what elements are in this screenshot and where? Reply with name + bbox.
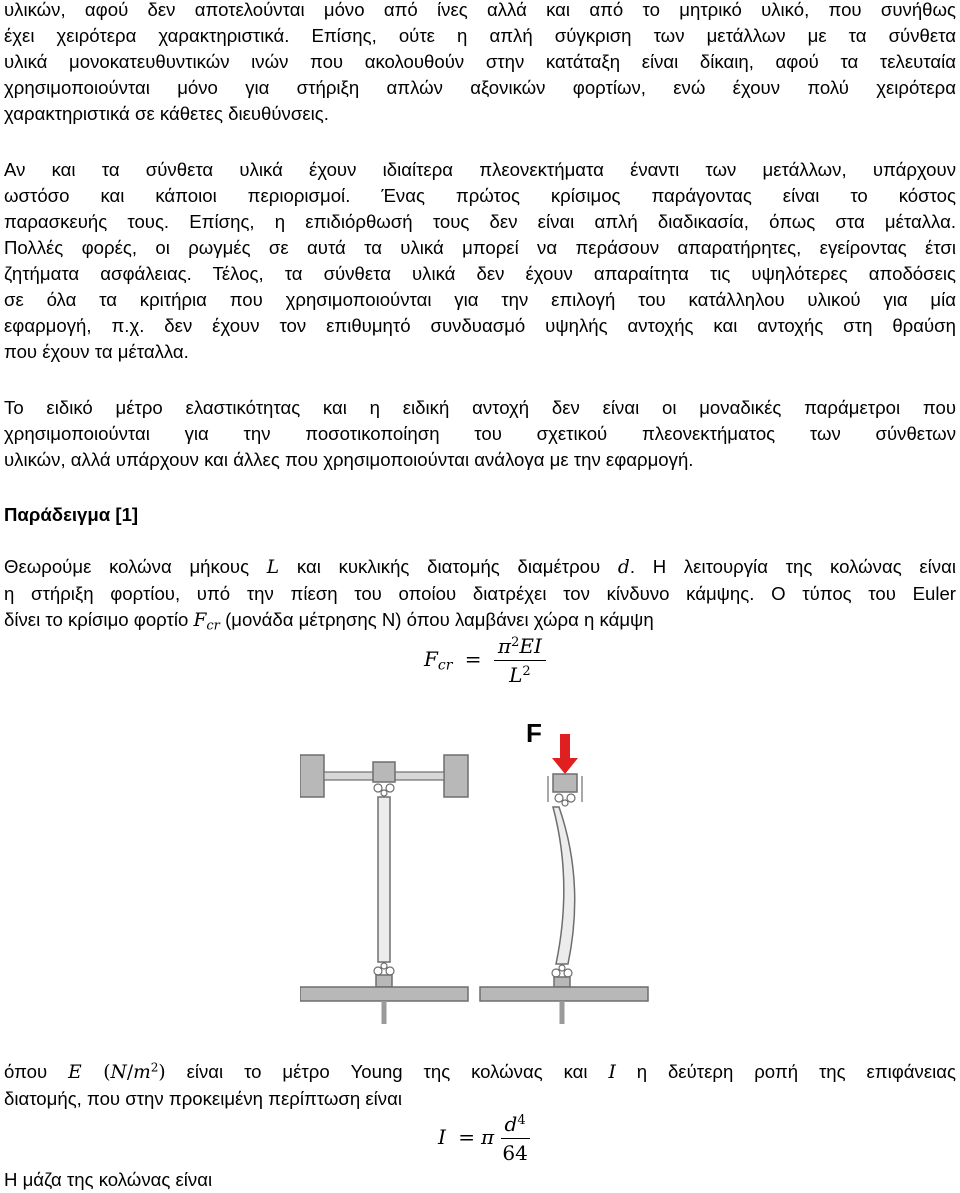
eq-lhs: F	[424, 647, 438, 671]
text-run: είναι το μέτρο Young της κολώνας και	[165, 1061, 609, 1082]
pin-joint	[552, 969, 560, 977]
text-line: Αν και τα σύνθετα υλικά έχουν ιδιαίτερα πλεονεκτήματα έναντι των μετάλλων, υπάρχουν	[4, 159, 956, 180]
eq-pow: 2	[511, 634, 520, 650]
eq-L: L	[509, 663, 523, 687]
paragraph-3	[4, 395, 956, 473]
unit-slash: /	[126, 1062, 134, 1083]
text-line: που έχουν τα μέταλλα.	[4, 341, 189, 362]
pin-joint	[386, 967, 394, 975]
eq-lhs-sub: cr	[437, 657, 453, 674]
eq-numerator	[494, 634, 546, 661]
buckled-column-diagram	[480, 718, 648, 1024]
pin-joint	[374, 784, 382, 792]
bottom-pin-block	[554, 977, 570, 987]
eq-d: d	[504, 1112, 518, 1136]
text-run: (μονάδα μέτρησης N) όπου λαμβάνει χώρα η κάμψη	[219, 609, 654, 630]
force-arrow-head	[552, 758, 578, 774]
text-line	[4, 607, 956, 634]
unit-paren: )	[158, 1062, 166, 1083]
text-line: Πολλές φορές, οι ρωγμές σε αυτά τα υλικά μπορεί να περάσουν απαρατήρητες, εγείροντας έτσι	[4, 237, 956, 258]
text-line: Το ειδικό μέτρο ελαστικότητας και η ειδική αντοχή δεν είναι οι μοναδικές παράμετροι που	[4, 397, 956, 418]
text-line: χρησιμοποιούνται μόνο για στήριξη απλών αξονικών φορτίων, ενώ έχουν πολύ χειρότερα	[4, 77, 956, 98]
right-side-plate	[444, 755, 468, 797]
text-line: υλικών, αφού δεν αποτελούνται μόνο από ίνες αλλά και από το μητρικό υλικό, που συνήθως	[4, 0, 956, 20]
text-run: όπου	[4, 1061, 69, 1082]
paragraph-1	[4, 0, 956, 127]
example-heading	[4, 502, 956, 528]
pin-joint	[381, 963, 387, 969]
heading-text: Παράδειγμα [1]	[4, 504, 139, 525]
math-var-F: F	[193, 610, 207, 631]
text-run: η δεύτερη ροπή της επιφάνειας	[615, 1061, 956, 1082]
text-line: εφαρμογή, π.χ. δεν έχουν τον επιθυμητό συνδυασμό υψηλής αντοχής και αντοχής στη θραύση	[4, 315, 956, 336]
eq-EI: EI	[519, 634, 542, 658]
math-var-I: I	[608, 1062, 616, 1083]
math-var-d: d	[617, 557, 630, 578]
eq-lhs: I	[438, 1125, 446, 1149]
pin-joint	[381, 790, 387, 796]
eq-pow: 2	[522, 663, 531, 679]
moment-equation	[438, 1112, 530, 1165]
math-var-L: L	[266, 557, 280, 578]
text-line: διατομής, που στην προκειμένη περίπτωση είναι	[4, 1088, 402, 1109]
text-run: Θεωρούμε κολώνα μήκους	[4, 556, 267, 577]
euler-equation	[424, 634, 546, 687]
pin-joint	[567, 794, 575, 802]
bottom-pin-block	[376, 975, 392, 987]
text-line	[4, 1059, 956, 1086]
left-side-plate	[300, 755, 324, 797]
eq-equals: =	[458, 1125, 476, 1149]
text-run: και κυκλικής διατομής διαμέτρου	[279, 556, 618, 577]
buckled-column	[553, 807, 575, 964]
pin-joint	[555, 794, 563, 802]
paragraph-4	[4, 554, 956, 634]
text-line: ωστόσο και κάποιοι περιορισμοί. Ένας πρώτος κρίσιμος παράγοντας είναι το κόστος	[4, 185, 956, 206]
text-line: σε όλα τα κριτήρια που χρησιμοποιούνται για την επιλογή του κατάλληλου υλικού για μία	[4, 289, 956, 310]
text-line: χαρακτηριστικά σε κάθετες διευθύνσεις.	[4, 103, 329, 124]
force-arrow-shaft	[560, 734, 570, 760]
unit-pow: 2	[150, 1060, 159, 1075]
text-line	[4, 554, 956, 581]
eq-equals: =	[464, 647, 482, 671]
text-run: δίνει το κρίσιμο φορτίο	[4, 609, 194, 630]
math-subscript-cr: cr	[206, 618, 220, 634]
text-line: παρασκευής τους. Επίσης, η επιδιόρθωσή τους δεν είναι απλή διαδικασία, όπως στα μέταλλα.	[4, 211, 956, 232]
eq-pi: π	[497, 634, 512, 658]
eq-numerator	[501, 1112, 530, 1139]
text-line: η στήριξη φορτίου, υπό την πίεση του οποίου διατρέχει τον κίνδυνο κάμψης. Ο τύπος του Euler	[4, 583, 956, 604]
eq-denominator	[509, 661, 531, 687]
pin-joint	[559, 965, 565, 971]
eq-fraction	[501, 1112, 530, 1165]
paragraph-2	[4, 157, 956, 365]
straight-column-diagram	[300, 755, 468, 1024]
paragraph-5	[4, 1059, 956, 1112]
eq-pow: 4	[517, 1112, 526, 1128]
paragraph-6	[4, 1167, 956, 1193]
base-plate	[300, 987, 468, 1001]
pin-joint	[562, 800, 568, 806]
text-line: Η μάζα της κολώνας είναι	[4, 1169, 213, 1190]
pin-joint	[374, 967, 382, 975]
math-var-E: E	[68, 1062, 82, 1083]
force-label: F	[526, 718, 542, 748]
straight-column	[378, 797, 390, 962]
pin-joint	[564, 969, 572, 977]
eq-fraction	[494, 634, 546, 687]
unit-paren: (	[81, 1062, 111, 1083]
text-line: υλικά μονοκατευθυντικών ινών που ακολουθούν στην κατάταξη είναι δίκαιη, αφού τα τελευταία	[4, 51, 956, 72]
text-line: ζητήματα ασφάλειας. Τέλος, τα σύνθετα υλικά δεν έχουν απαραίτητα τις υψηλότερες αποδόσεις	[4, 263, 956, 284]
top-pin-block	[553, 774, 577, 792]
text-line: έχει χειρότερα χαρακτηριστικά. Επίσης, ούτε η απλή σύγκριση των μετάλλων με τα σύνθετα	[4, 25, 956, 46]
text-line: χρησιμοποιούνται για την ποσοτικοποίηση του σχετικού πλεονεκτήματος των σύνθετων	[4, 423, 956, 444]
unit-N: N	[110, 1062, 127, 1083]
text-run: . Η λειτουργία της κολώνας είναι	[629, 556, 956, 577]
base-plate	[480, 987, 648, 1001]
text-line: υλικών, αλλά υπάρχουν και άλλες που χρησιμοποιούνται ανάλογα με την εφαρμογή.	[4, 449, 694, 470]
eq-denominator: 64	[502, 1141, 528, 1165]
eq-pi: π	[481, 1125, 495, 1149]
pin-joint	[386, 784, 394, 792]
unit-m: m	[133, 1062, 151, 1083]
top-pin-block	[373, 762, 395, 782]
column-buckling-figure	[300, 712, 680, 1032]
